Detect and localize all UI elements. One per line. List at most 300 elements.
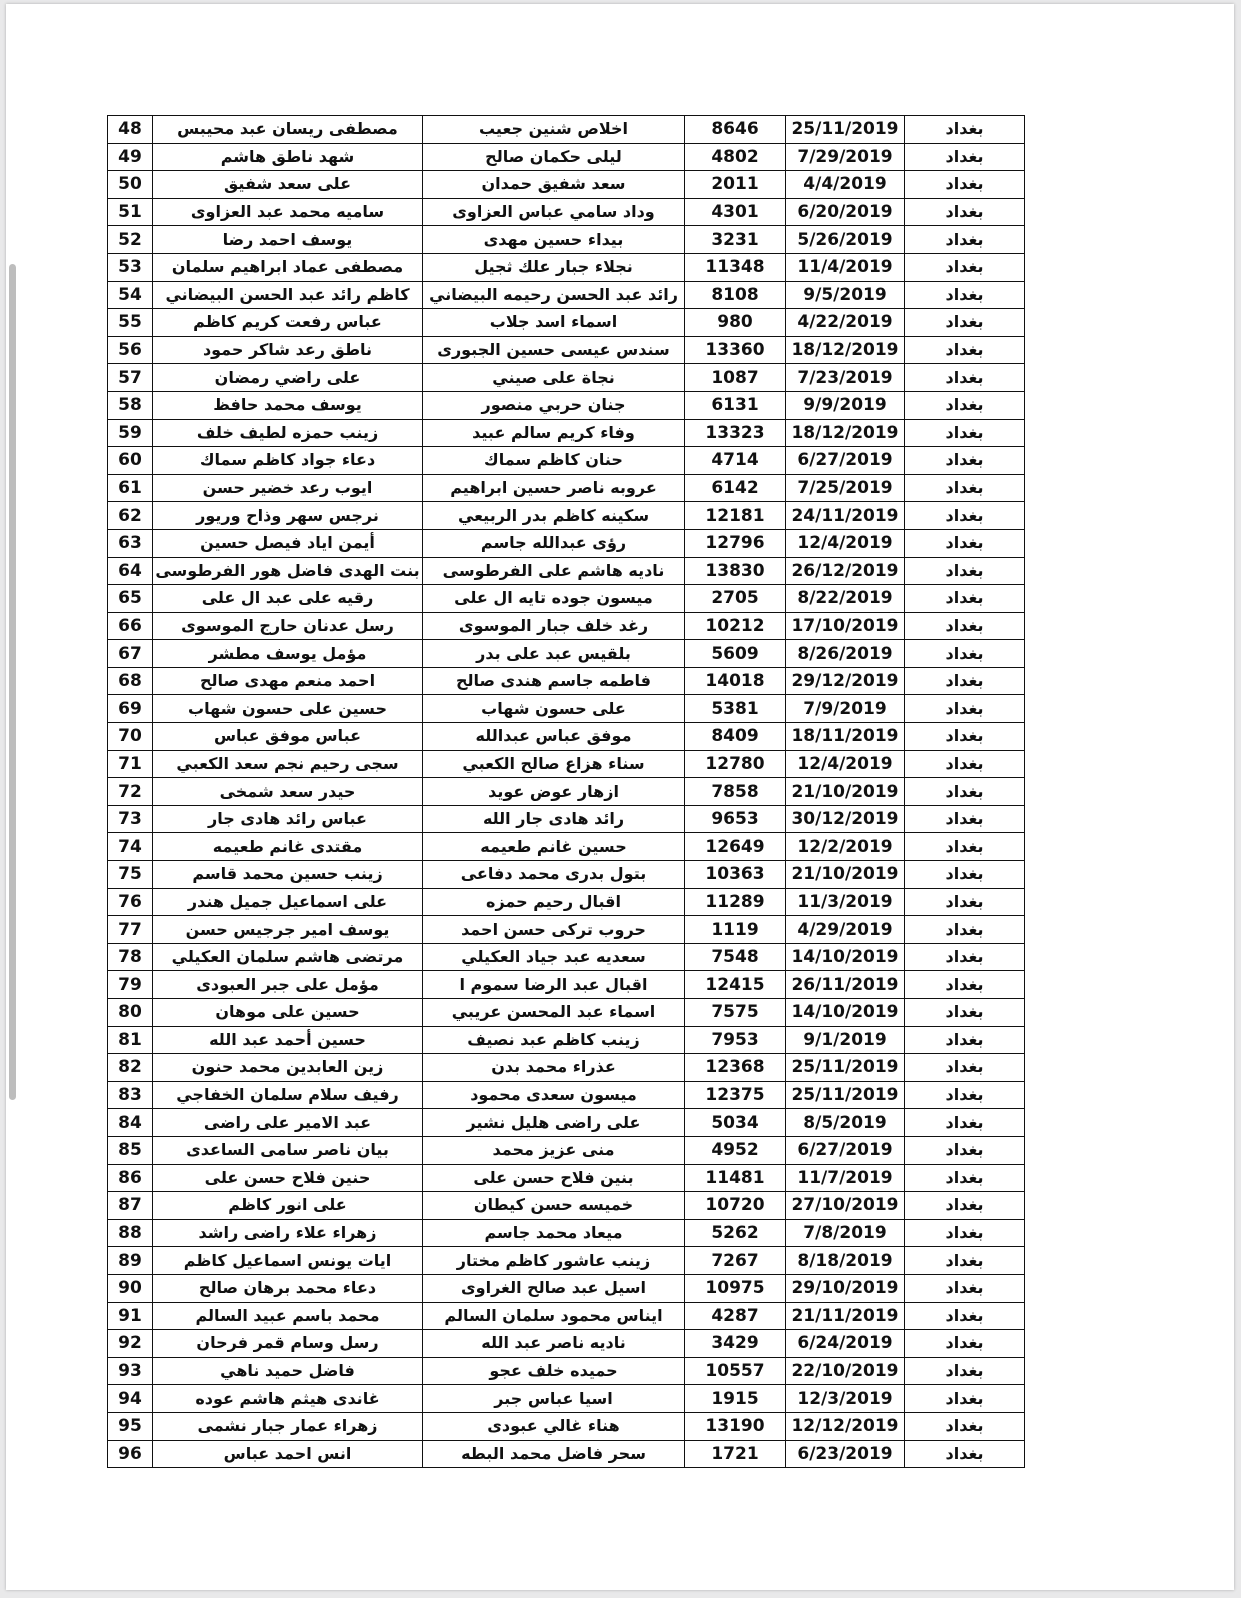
row-number-cell: 92 [108,1330,153,1358]
guardian-name-cell: زينب عاشور كاظم مختار [423,1247,685,1275]
table-row [108,1081,1025,1109]
row-number-cell: 74 [108,833,153,861]
row-number-cell: 64 [108,557,153,585]
code-cell: 5034 [685,1109,786,1137]
guardian-name-cell: اسماء عبد المحسن عريبي [423,999,685,1027]
table-row [108,447,1025,475]
guardian-name-cell: نجلاء جبار علك ثجيل [423,253,685,281]
name-cell: نرجس سهر وذاح وريور [153,502,423,530]
name-cell: أيمن اياد فيصل حسين [153,529,423,557]
row-number-cell: 85 [108,1136,153,1164]
guardian-name-cell: اخلاص شنين جعيب [423,116,685,144]
city-cell: بغداد [905,226,1025,254]
code-cell: 980 [685,309,786,337]
city-cell: بغداد [905,309,1025,337]
row-number-cell: 69 [108,695,153,723]
city-cell: بغداد [905,971,1025,999]
row-number-cell: 57 [108,364,153,392]
name-cell: مقتدى غانم طعيمه [153,833,423,861]
city-cell: بغداد [905,999,1025,1027]
code-cell: 11348 [685,253,786,281]
row-number-cell: 83 [108,1081,153,1109]
date-cell: 4/29/2019 [786,916,905,944]
city-cell: بغداد [905,888,1025,916]
city-cell: بغداد [905,612,1025,640]
date-cell: 5/26/2019 [786,226,905,254]
name-cell: عبد الامير على راضى [153,1109,423,1137]
row-number-cell: 62 [108,502,153,530]
guardian-name-cell: سحر فاضل محمد البطه [423,1440,685,1468]
date-cell: 6/27/2019 [786,1136,905,1164]
name-cell: زين العابدين محمد حنون [153,1054,423,1082]
name-cell: حسين أحمد عبد الله [153,1026,423,1054]
date-cell: 7/29/2019 [786,143,905,171]
code-cell: 5262 [685,1219,786,1247]
row-number-cell: 50 [108,171,153,199]
code-cell: 13360 [685,336,786,364]
date-cell: 12/3/2019 [786,1385,905,1413]
table-row [108,1385,1025,1413]
guardian-name-cell: ميسون جوده تايه ال على [423,585,685,613]
date-cell: 8/18/2019 [786,1247,905,1275]
code-cell: 12415 [685,971,786,999]
name-cell: عباس موفق عباس [153,723,423,751]
name-cell: غاندى هيثم هاشم عوده [153,1385,423,1413]
table-row [108,695,1025,723]
guardian-name-cell: موفق عباس عبدالله [423,723,685,751]
city-cell: بغداد [905,805,1025,833]
date-cell: 12/4/2019 [786,529,905,557]
guardian-name-cell: رائد عبد الحسن رحيمه البيضاني [423,281,685,309]
code-cell: 12649 [685,833,786,861]
table-row [108,529,1025,557]
guardian-name-cell: على راضى هليل نشير [423,1109,685,1137]
guardian-name-cell: اقبال عبد الرضا سموم ا [423,971,685,999]
row-number-cell: 81 [108,1026,153,1054]
city-cell: بغداد [905,1164,1025,1192]
row-number-cell: 55 [108,309,153,337]
guardian-name-cell: سعديه عبد جياد العكيلي [423,943,685,971]
table-row [108,888,1025,916]
code-cell: 1087 [685,364,786,392]
guardian-name-cell: عروبه ناصر حسين ابراهيم [423,474,685,502]
table-row [108,281,1025,309]
name-cell: مؤمل يوسف مطشر [153,640,423,668]
date-cell: 25/11/2019 [786,1054,905,1082]
name-cell: حنين فلاح حسن على [153,1164,423,1192]
name-cell: حيدر سعد شمخى [153,778,423,806]
city-cell: بغداد [905,585,1025,613]
code-cell: 7548 [685,943,786,971]
city-cell: بغداد [905,750,1025,778]
code-cell: 6142 [685,474,786,502]
date-cell: 7/8/2019 [786,1219,905,1247]
guardian-name-cell: ميسون سعدى محمود [423,1081,685,1109]
city-cell: بغداد [905,391,1025,419]
code-cell: 3429 [685,1330,786,1358]
row-number-cell: 80 [108,999,153,1027]
code-cell: 10212 [685,612,786,640]
code-cell: 8646 [685,116,786,144]
name-cell: انس احمد عباس [153,1440,423,1468]
code-cell: 4301 [685,198,786,226]
code-cell: 12368 [685,1054,786,1082]
guardian-name-cell: سكينه كاظم بدر الربيعي [423,502,685,530]
city-cell: بغداد [905,474,1025,502]
city-cell: بغداد [905,1081,1025,1109]
name-cell: محمد باسم عبيد السالم [153,1302,423,1330]
row-number-cell: 51 [108,198,153,226]
table-row [108,1412,1025,1440]
row-number-cell: 93 [108,1357,153,1385]
city-cell: بغداد [905,198,1025,226]
city-cell: بغداد [905,1330,1025,1358]
date-cell: 7/23/2019 [786,364,905,392]
row-number-cell: 88 [108,1219,153,1247]
name-cell: حسين على حسون شهاب [153,695,423,723]
city-cell: بغداد [905,171,1025,199]
code-cell: 11481 [685,1164,786,1192]
city-cell: بغداد [905,1219,1025,1247]
table-row [108,1357,1025,1385]
name-cell: سجى رحيم نجم سعد الكعبي [153,750,423,778]
name-cell: بيان ناصر سامى الساعدى [153,1136,423,1164]
city-cell: بغداد [905,1302,1025,1330]
date-cell: 30/12/2019 [786,805,905,833]
date-cell: 21/11/2019 [786,1302,905,1330]
date-cell: 26/11/2019 [786,971,905,999]
name-cell: عباس رفعت كريم كاظم [153,309,423,337]
city-cell: بغداد [905,557,1025,585]
city-cell: بغداد [905,1412,1025,1440]
table-row [108,1054,1025,1082]
code-cell: 4714 [685,447,786,475]
table-row [108,750,1025,778]
guardian-name-cell: عذراء محمد بدن [423,1054,685,1082]
code-cell: 7267 [685,1247,786,1275]
guardian-name-cell: ميعاد محمد جاسم [423,1219,685,1247]
row-number-cell: 90 [108,1274,153,1302]
row-number-cell: 91 [108,1302,153,1330]
table-row [108,999,1025,1027]
row-number-cell: 89 [108,1247,153,1275]
guardian-name-cell: رائد هادى جار الله [423,805,685,833]
city-cell: بغداد [905,943,1025,971]
code-cell: 2011 [685,171,786,199]
name-cell: احمد منعم مهدى صالح [153,667,423,695]
guardian-name-cell: بنين فلاح حسن على [423,1164,685,1192]
row-number-cell: 87 [108,1192,153,1220]
code-cell: 12796 [685,529,786,557]
city-cell: بغداد [905,1357,1025,1385]
table-row [108,723,1025,751]
guardian-name-cell: اسيل عبد صالح الغراوى [423,1274,685,1302]
date-cell: 12/12/2019 [786,1412,905,1440]
date-cell: 4/22/2019 [786,309,905,337]
table-row [108,612,1025,640]
city-cell: بغداد [905,778,1025,806]
code-cell: 2705 [685,585,786,613]
name-cell: عباس رائد هادى جار [153,805,423,833]
name-cell: رقيه على عبد ال على [153,585,423,613]
date-cell: 11/4/2019 [786,253,905,281]
code-cell: 14018 [685,667,786,695]
guardian-name-cell: اقبال رحيم حمزه [423,888,685,916]
guardian-name-cell: نجاة على صيني [423,364,685,392]
name-cell: يوسف امير جرجيس حسن [153,916,423,944]
name-cell: ناطق رعد شاكر حمود [153,336,423,364]
name-cell: رسل وسام قمر فرحان [153,1330,423,1358]
row-number-cell: 65 [108,585,153,613]
name-cell: ايات يونس اسماعيل كاظم [153,1247,423,1275]
guardian-name-cell: هناء غالي عبودى [423,1412,685,1440]
table-row [108,557,1025,585]
guardian-name-cell: وداد سامي عباس العزاوى [423,198,685,226]
row-number-cell: 94 [108,1385,153,1413]
date-cell: 8/26/2019 [786,640,905,668]
date-cell: 21/10/2019 [786,861,905,889]
date-cell: 7/9/2019 [786,695,905,723]
name-cell: كاظم رائد عبد الحسن البيضاني [153,281,423,309]
name-cell: على اسماعيل جميل هندر [153,888,423,916]
name-cell: زينب حمزه لطيف خلف [153,419,423,447]
date-cell: 8/22/2019 [786,585,905,613]
city-cell: بغداد [905,1192,1025,1220]
date-cell: 21/10/2019 [786,778,905,806]
code-cell: 1119 [685,916,786,944]
city-cell: بغداد [905,667,1025,695]
guardian-name-cell: اسيا عباس جبر [423,1385,685,1413]
code-cell: 10557 [685,1357,786,1385]
name-cell: على انور كاظم [153,1192,423,1220]
date-cell: 25/11/2019 [786,116,905,144]
date-cell: 6/24/2019 [786,1330,905,1358]
guardian-name-cell: رؤى عبدالله جاسم [423,529,685,557]
table-row [108,419,1025,447]
date-cell: 14/10/2019 [786,943,905,971]
table-row [108,1440,1025,1468]
row-number-cell: 96 [108,1440,153,1468]
table-row [108,143,1025,171]
guardian-name-cell: ليلى حكمان صالح [423,143,685,171]
row-number-cell: 76 [108,888,153,916]
date-cell: 9/1/2019 [786,1026,905,1054]
row-number-cell: 68 [108,667,153,695]
row-number-cell: 54 [108,281,153,309]
date-cell: 11/3/2019 [786,888,905,916]
table-row [108,640,1025,668]
name-cell: مصطفى عماد ابراهيم سلمان [153,253,423,281]
row-number-cell: 72 [108,778,153,806]
city-cell: بغداد [905,529,1025,557]
date-cell: 7/25/2019 [786,474,905,502]
city-cell: بغداد [905,1109,1025,1137]
code-cell: 13190 [685,1412,786,1440]
date-cell: 6/20/2019 [786,198,905,226]
date-cell: 27/10/2019 [786,1192,905,1220]
name-cell: ايوب رعد خضير حسن [153,474,423,502]
table-row [108,309,1025,337]
table-row [108,1164,1025,1192]
guardian-name-cell: رغد خلف جبار الموسوى [423,612,685,640]
guardian-name-cell: جنان حربي منصور [423,391,685,419]
row-number-cell: 70 [108,723,153,751]
date-cell: 29/10/2019 [786,1274,905,1302]
table-row [108,1026,1025,1054]
table-row [108,198,1025,226]
guardian-name-cell: حنان كاظم سماك [423,447,685,475]
row-number-cell: 84 [108,1109,153,1137]
code-cell: 12780 [685,750,786,778]
name-cell: رفيف سلام سلمان الخفاجي [153,1081,423,1109]
guardian-name-cell: زينب كاظم عبد نصيف [423,1026,685,1054]
date-cell: 24/11/2019 [786,502,905,530]
row-number-cell: 66 [108,612,153,640]
guardian-name-cell: بلقيس عبد على بدر [423,640,685,668]
city-cell: بغداد [905,861,1025,889]
name-cell: على راضي رمضان [153,364,423,392]
date-cell: 29/12/2019 [786,667,905,695]
table-row [108,1247,1025,1275]
city-cell: بغداد [905,1385,1025,1413]
city-cell: بغداد [905,1274,1025,1302]
row-number-cell: 73 [108,805,153,833]
table-row [108,1136,1025,1164]
scrollbar[interactable] [9,264,16,1100]
name-cell: زهراء عمار جبار نشمى [153,1412,423,1440]
city-cell: بغداد [905,116,1025,144]
date-cell: 18/11/2019 [786,723,905,751]
row-number-cell: 63 [108,529,153,557]
table-row [108,943,1025,971]
name-cell: حسين على موهان [153,999,423,1027]
table-row [108,1109,1025,1137]
code-cell: 13323 [685,419,786,447]
date-cell: 4/4/2019 [786,171,905,199]
row-number-cell: 49 [108,143,153,171]
name-cell: فاضل حميد ناهي [153,1357,423,1385]
guardian-name-cell: وفاء كريم سالم عبيد [423,419,685,447]
table-row [108,116,1025,144]
code-cell: 5609 [685,640,786,668]
code-cell: 12181 [685,502,786,530]
date-cell: 12/4/2019 [786,750,905,778]
row-number-cell: 86 [108,1164,153,1192]
name-cell: شهد ناطق هاشم [153,143,423,171]
records-table [107,115,1025,1468]
table-row [108,502,1025,530]
code-cell: 8108 [685,281,786,309]
date-cell: 12/2/2019 [786,833,905,861]
row-number-cell: 60 [108,447,153,475]
name-cell: مصطفى ريسان عبد محيبس [153,116,423,144]
city-cell: بغداد [905,916,1025,944]
city-cell: بغداد [905,364,1025,392]
table-row [108,1302,1025,1330]
name-cell: يوسف احمد رضا [153,226,423,254]
city-cell: بغداد [905,281,1025,309]
name-cell: زينب حسين محمد قاسم [153,861,423,889]
name-cell: دعاء محمد برهان صالح [153,1274,423,1302]
date-cell: 18/12/2019 [786,419,905,447]
date-cell: 17/10/2019 [786,612,905,640]
code-cell: 7858 [685,778,786,806]
guardian-name-cell: حميده خلف عجو [423,1357,685,1385]
row-number-cell: 67 [108,640,153,668]
city-cell: بغداد [905,640,1025,668]
code-cell: 13830 [685,557,786,585]
row-number-cell: 75 [108,861,153,889]
guardian-name-cell: ازهار عوض عويد [423,778,685,806]
code-cell: 11289 [685,888,786,916]
date-cell: 25/11/2019 [786,1081,905,1109]
row-number-cell: 56 [108,336,153,364]
code-cell: 12375 [685,1081,786,1109]
code-cell: 10720 [685,1192,786,1220]
guardian-name-cell: خميسه حسن كيطان [423,1192,685,1220]
guardian-name-cell: ناديه ناصر عبد الله [423,1330,685,1358]
code-cell: 5381 [685,695,786,723]
name-cell: دعاء جواد كاظم سماك [153,447,423,475]
table-row [108,861,1025,889]
table-row [108,391,1025,419]
row-number-cell: 61 [108,474,153,502]
name-cell: على سعد شفيق [153,171,423,199]
table-row [108,1330,1025,1358]
table-row [108,1274,1025,1302]
guardian-name-cell: فاطمه جاسم هندى صالح [423,667,685,695]
city-cell: بغداد [905,695,1025,723]
code-cell: 4952 [685,1136,786,1164]
guardian-name-cell: بتول بدرى محمد دفاعى [423,861,685,889]
table-row [108,916,1025,944]
name-cell: يوسف محمد حافظ [153,391,423,419]
code-cell: 8409 [685,723,786,751]
table-row [108,667,1025,695]
city-cell: بغداد [905,143,1025,171]
date-cell: 14/10/2019 [786,999,905,1027]
name-cell: ساميه محمد عبد العزاوى [153,198,423,226]
code-cell: 10975 [685,1274,786,1302]
table-row [108,585,1025,613]
city-cell: بغداد [905,419,1025,447]
table-row [108,474,1025,502]
guardian-name-cell: سعد شفيق حمدان [423,171,685,199]
row-number-cell: 95 [108,1412,153,1440]
code-cell: 3231 [685,226,786,254]
code-cell: 6131 [685,391,786,419]
row-number-cell: 82 [108,1054,153,1082]
guardian-name-cell: ايناس محمود سلمان السالم [423,1302,685,1330]
guardian-name-cell: منى عزيز محمد [423,1136,685,1164]
name-cell: مؤمل على جبر العبودى [153,971,423,999]
row-number-cell: 79 [108,971,153,999]
guardian-name-cell: بيداء حسين مهدى [423,226,685,254]
code-cell: 9653 [685,805,786,833]
table-row [108,778,1025,806]
city-cell: بغداد [905,447,1025,475]
table-row [108,364,1025,392]
city-cell: بغداد [905,502,1025,530]
city-cell: بغداد [905,1026,1025,1054]
guardian-name-cell: حروب تركى حسن احمد [423,916,685,944]
guardian-name-cell: سندس عيسى حسين الجبورى [423,336,685,364]
city-cell: بغداد [905,1440,1025,1468]
city-cell: بغداد [905,723,1025,751]
guardian-name-cell: على حسون شهاب [423,695,685,723]
date-cell: 6/23/2019 [786,1440,905,1468]
name-cell: زهراء علاء راضى راشد [153,1219,423,1247]
